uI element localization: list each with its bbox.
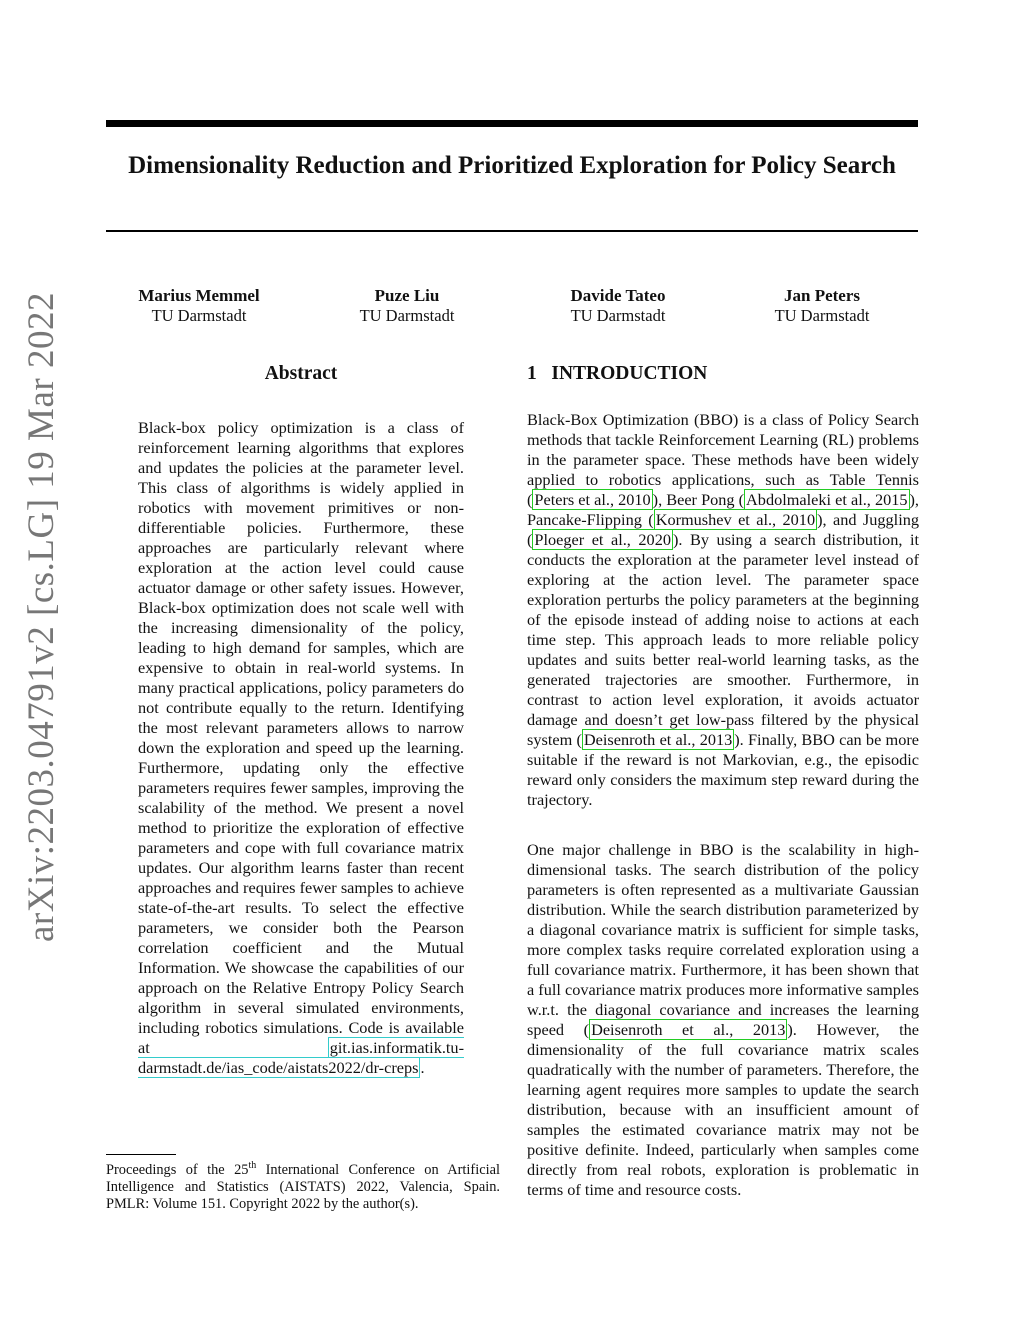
intro-text: ), Beer Pong ( [652,490,745,509]
title-top-rule [106,120,918,127]
intro-text: ). Finally, BBO can be more suitable if the reward is not Markovian, e.g., the episodic reward only considers the maximum step reward during the trajectory. [527,730,919,809]
author-block [99,286,299,326]
author-block [307,286,507,326]
abstract-end: . [420,1058,425,1077]
intro-text: One major challenge in BBO is the scalability in high-dimensional tasks. The search distribution of the policy parameters is often represented as a multivariate Gaussian distribution. While the search distribution parameterized by a diagonal covariance matrix is sufficient for simple tasks, more complex tasks require correlated exploration using a full covariance matrix. Furthermore, it has been shown that a full covariance matrix produces more informative samples w.r.t. the diagonal covariance and increases the learning speed ( [527,840,919,1039]
citation-link[interactable]: Ploeger et al., 2020 [534,530,671,549]
intro-text: ), and Juggling ( [527,510,919,549]
citation-link[interactable]: Deisenroth et al., 2013 [591,1020,786,1039]
intro-text: ). However, the dimensionality of the full covariance matrix scales quadratically with the number of parameters. Therefore, the learning agent requires more samples to update the search distribution, because with an insufficient amount of samples the estimated covariance matrix may not be positive definite. Indeed, particularly when samples come directly from real robots, exploration is problematic in terms of time and resource costs. [527,1020,919,1199]
author-name: Puze Liu [374,286,440,305]
footnote-pre: Proceedings of the 25 [106,1162,249,1178]
citation-link[interactable]: Deisenroth et al., 2013 [583,730,733,749]
intro-paragraph-1 [527,410,919,810]
author-block [722,286,922,326]
arxiv-identifier: arXiv:2203.04791v2 [cs.LG] 19 Mar 2022 [21,292,62,942]
abstract-heading: Abstract [264,363,338,384]
title-bottom-rule [106,230,918,232]
author-name: Davide Tateo [570,286,666,305]
intro-heading [527,362,707,386]
paper-title: Dimensionality Reduction and Prioritized Exploration for Policy Search [128,152,896,179]
intro-text: ). By using a search distribution, it conducts the exploration at the parameter level instead of exploring at the action level. The parameter space exploration perturbs the policy parameters at the beginning of the episode instead of adding noise to actions at each time step. This approach leads to more reliable policy updates and suits better real-world learning tasks, as the generated trajectories are smoother. Furthermore, in contrast to action level exploration, it avoids actuator damage and doesn’t get low-pass filtered by the physical system ( [527,530,919,749]
citation-link[interactable]: Kormushev et al., 2010 [655,510,816,529]
author-name: Jan Peters [783,286,860,305]
abstract-body [138,418,464,1078]
author-block [518,286,718,326]
author-affiliation: TU Darmstadt [570,306,666,325]
abstract-text: Black-box policy optimization is a class of reinforcement learning algorithms that explores and updates the policies at the parameter level. This class of algorithms is widely applied in robotics with movement primitives or non-differentiable policies. Furthermore, these approaches are particularly relevant where exploration at the action level could cause actuator damage or other safety issues. However, Black-box optimization does not scale well with the increasing dimensionality of the policy, leading to high demand for samples, which are expensive to obtain in real-world systems. In many practical applications, policy parameters do not contribute equally to the return. Identifying the most relevant parameters allows to narrow down the exploration and speed up the learning. Furthermore, updating only the effective parameters requires fewer samples, improving the scalability of the method. We present a novel method to prioritize the exploration of effective parameters and cope with full covariance matrix updates. Our algorithm learns faster than recent approaches and requires fewer samples to achieve state-of-the-art results. To select the effective parameters, we consider both the Pearson correlation coefficient and the Mutual Information. We showcase the capabilities of our approach on the Relative Entropy Policy Search algorithm in several simulated environments, including robotics simulations. Code is available at [138,418,464,1057]
citation-link[interactable]: Peters et al., 2010 [534,490,651,509]
author-name: Marius Memmel [138,286,260,305]
citation-link[interactable]: Abdolmaleki et al., 2015 [746,490,908,509]
intro-text: ), Pancake-Flipping ( [527,490,920,529]
footnote [106,1162,500,1213]
author-affiliation: TU Darmstadt [774,306,870,325]
section-title: INTRODUCTION [551,363,708,384]
author-affiliation: TU Darmstadt [359,306,455,325]
footnote-post: International Conference on Artificial Intelligence and Statistics (AISTATS) 2022, Valencia, Spain. PMLR: Volume 151. Copyright 2022 by the author(s). [106,1162,500,1212]
intro-paragraph-2 [527,840,919,1200]
intro-text: Black-Box Optimization (BBO) is a class of Policy Search methods that tackle Reinforcement Learning (RL) problems in the parameter space. These methods have been widely applied to robotics applications, such as Table Tennis ( [527,410,919,509]
author-affiliation: TU Darmstadt [151,306,247,325]
code-link[interactable]: git.ias.informatik.tu-darmstadt.de/ias_code/aistats2022/dr-creps [138,1038,464,1077]
footnote-rule [106,1154,176,1155]
section-number: 1 [527,363,537,384]
footnote-sup: th [248,1160,257,1172]
